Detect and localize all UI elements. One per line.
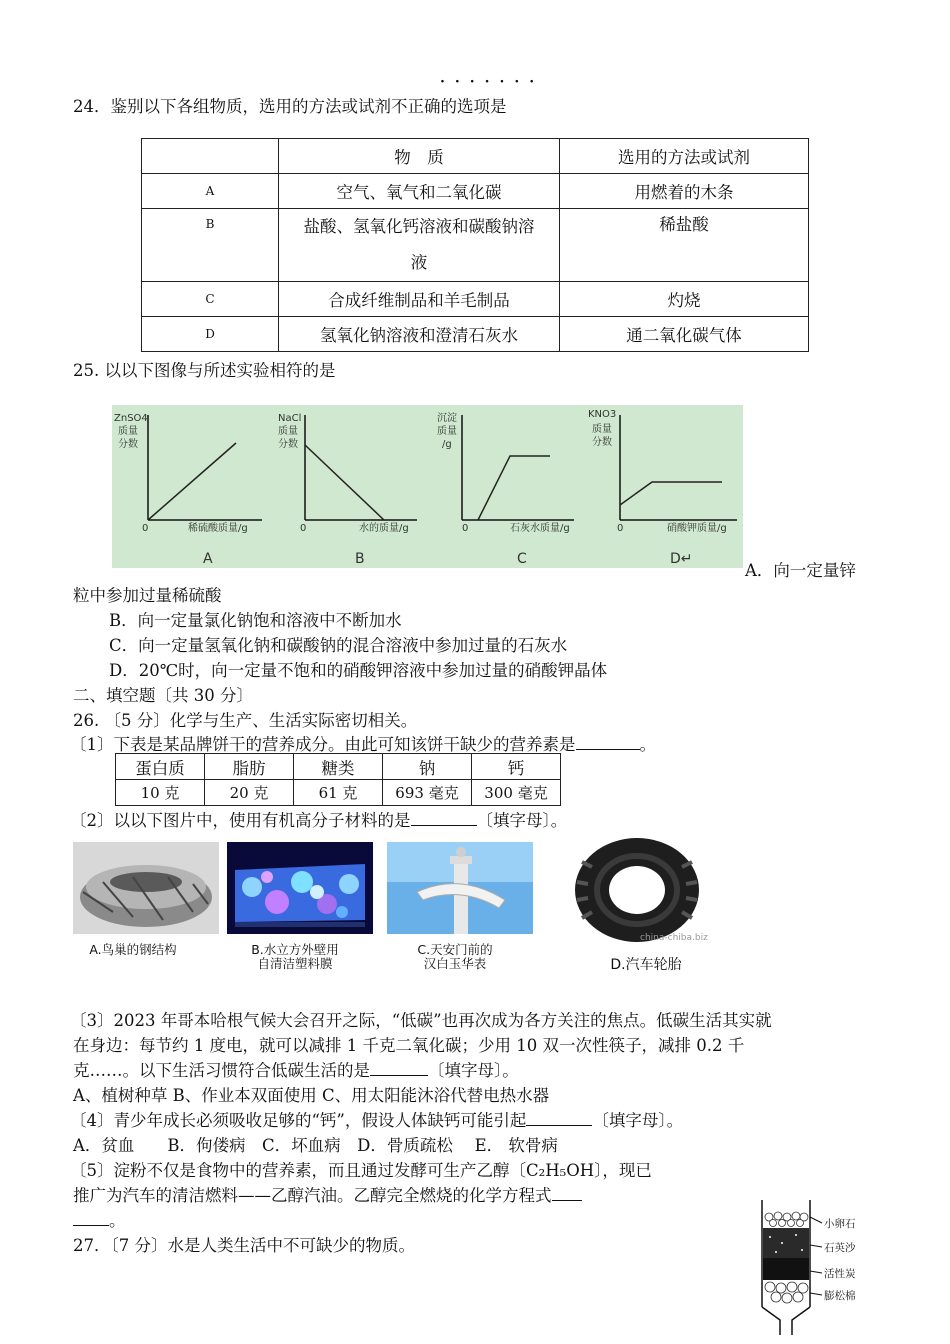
chart-b bbox=[278, 413, 417, 567]
row-material: 合成纤维制品和羊毛制品 bbox=[279, 282, 560, 317]
q25-option-a-part2: 粒中参加过量稀硫酸 bbox=[73, 586, 222, 605]
chart-a-ylabel-3: 分数 bbox=[118, 439, 138, 450]
row-key: D bbox=[142, 317, 279, 352]
q25-charts bbox=[112, 405, 743, 568]
q26-part5-line1: 〔5〕淀粉不仅是食物中的营养素，而且通过发酵可生产乙醇〔C₂H₅OH〕，现已 bbox=[70, 1161, 652, 1180]
chart-d-xlabel: 硝酸钾质量/g bbox=[667, 523, 727, 534]
nutrition-header: 钙 bbox=[472, 754, 561, 780]
chart-d-label: D↵ bbox=[670, 551, 693, 567]
water-filter-diagram bbox=[752, 1195, 872, 1340]
chart-d bbox=[588, 409, 737, 567]
chart-c-ylabel-2: 质量 bbox=[437, 426, 457, 437]
q26-title: 26. 〔5 分〕化学与生产、生活实际密切相关。 bbox=[73, 711, 418, 730]
q26-part5-text: 推广为汽车的清洁燃料——乙醇汽油。乙醇完全燃烧的化学方程式 bbox=[73, 1186, 552, 1205]
chart-c-ylabel-1: 沉淀 bbox=[437, 413, 457, 424]
photo-caption-c bbox=[400, 943, 510, 971]
chart-a-label: A bbox=[203, 551, 213, 567]
q26-part4-options: A．贫血 B．佝偻病 C．坏血病 D．骨质疏松 E． 软骨病 bbox=[73, 1136, 558, 1155]
q26-part2 bbox=[70, 807, 567, 831]
chart-a-series-line bbox=[148, 443, 236, 520]
photo-caption-a bbox=[73, 943, 193, 957]
chart-d-ylabel-1: KNO3 bbox=[588, 409, 617, 420]
q26-part1-end: 。 bbox=[639, 735, 656, 754]
q26-part4-end: 〔填字母〕。 bbox=[592, 1111, 684, 1130]
nutrition-value: 20 克 bbox=[205, 780, 294, 806]
row-method: 通二氧化碳气体 bbox=[560, 317, 809, 352]
tire-photo bbox=[562, 832, 712, 944]
chart-b-xlabel: 水的质量/g bbox=[359, 523, 409, 534]
q26-part3-options: A、植树种草 B、作业本双面使用 C、用太阳能沐浴代替电热水器 bbox=[73, 1086, 550, 1105]
q26-part1-text: 〔1〕下表是某品牌饼干的营养成分。由此可知该饼干缺少的营养素是 bbox=[70, 735, 576, 754]
q25-charts-svg bbox=[112, 405, 743, 568]
filter-label-pebble: 小卵石 bbox=[824, 1218, 856, 1230]
row-material bbox=[279, 209, 560, 282]
table-header-cell: 物 质 bbox=[279, 139, 560, 174]
photo-caption-b bbox=[240, 943, 350, 971]
q25-option-b: B．向一定量氯化钠饱和溶液中不断加水 bbox=[109, 611, 402, 630]
chart-d-origin: 0 bbox=[617, 523, 624, 534]
q25-option-c: C．向一定量氢氧化钠和碳酸钠的混合溶液中参加过量的石灰水 bbox=[109, 636, 568, 655]
chart-a-origin: 0 bbox=[142, 523, 149, 534]
chart-d-series-line bbox=[620, 482, 722, 505]
chart-c-origin: 0 bbox=[462, 523, 469, 534]
nutrition-header: 糖类 bbox=[294, 754, 383, 780]
chart-b-ylabel-1: NaCl bbox=[278, 413, 302, 424]
q26-part3-line1: 〔3〕2023 年哥本哈根气候大会召开之际，“低碳”也再次成为各方关注的焦点。低碳生活其实就 bbox=[70, 1011, 772, 1030]
bird-nest-photo bbox=[73, 842, 219, 934]
row-method: 用燃着的木条 bbox=[560, 174, 809, 209]
q25-option-a-part1: A．向一定量锌 bbox=[745, 561, 856, 580]
photo-caption-d-l1: D.汽车轮胎 bbox=[610, 957, 682, 973]
q26-part3-end: 〔填字母〕。 bbox=[428, 1061, 519, 1080]
nutrition-header: 蛋白质 bbox=[116, 754, 205, 780]
chart-c-label: C bbox=[517, 551, 527, 567]
nutrition-header: 脂肪 bbox=[205, 754, 294, 780]
q27-title: 27．〔7 分〕水是人类生活中不可缺少的物质。 bbox=[73, 1236, 415, 1255]
chart-a bbox=[114, 413, 262, 567]
q25-question: 25. 以以下图像与所述实验相符的是 bbox=[73, 361, 336, 380]
q26-part1 bbox=[70, 731, 656, 755]
q24-question: 24．鉴别以下各组物质，选用的方法或试剂不正确的选项是 bbox=[73, 97, 507, 116]
q26-part3-line3 bbox=[73, 1057, 519, 1081]
chart-b-ylabel-2: 质量 bbox=[278, 426, 298, 437]
row-method: 稀盐酸 bbox=[560, 209, 809, 282]
q26-part4 bbox=[70, 1107, 683, 1131]
answer-blank[interactable] bbox=[411, 811, 477, 826]
filter-label-quartz-sand: 石英沙 bbox=[824, 1242, 856, 1254]
huabiao-photo bbox=[387, 842, 533, 934]
nutrition-value: 693 毫克 bbox=[383, 780, 472, 806]
chart-b-origin: 0 bbox=[300, 523, 307, 534]
q25-option-d: D．20℃时，向一定量不饱和的硝酸钾溶液中参加过量的硝酸钾晶体 bbox=[109, 661, 608, 680]
photo-caption-b-l1: B.水立方外壁用 bbox=[251, 942, 339, 957]
nutrition-header: 钠 bbox=[383, 754, 472, 780]
chart-c-xlabel: 石灰水质量/g bbox=[510, 523, 570, 534]
chart-d-ylabel-2: 质量 bbox=[592, 424, 612, 435]
q26-part4-text: 〔4〕青少年成长必须吸收足够的“钙”，假设人体缺钙可能引起 bbox=[70, 1111, 527, 1130]
table-header-cell: 选用的方法或试剂 bbox=[560, 139, 809, 174]
row-material-line1: 盐酸、氢氧化钙溶液和碳酸钠溶 bbox=[303, 217, 535, 236]
answer-blank[interactable] bbox=[576, 735, 640, 750]
row-material: 氢氧化钠溶液和澄清石灰水 bbox=[279, 317, 560, 352]
nutrition-value: 10 克 bbox=[116, 780, 205, 806]
chart-a-ylabel-2: 质量 bbox=[118, 426, 138, 437]
section-title: 二、填空题〔共 30 分〕 bbox=[73, 686, 253, 705]
answer-blank[interactable] bbox=[552, 1186, 582, 1201]
q26-part3-line2: 在身边：每节约 1 度电，就可以减排 1 千克二氧化碳；少用 10 双一次性筷子，减排 0.2 千 bbox=[73, 1036, 745, 1055]
q26-part5-end: 。 bbox=[109, 1211, 126, 1230]
row-material-line2: 液 bbox=[410, 253, 428, 272]
photo-watermark: china-chiba.biz bbox=[640, 933, 708, 943]
chart-c bbox=[437, 411, 574, 567]
filter-label-activated-carbon: 活性炭 bbox=[824, 1268, 856, 1280]
photo-caption-c-l1: C.天安门前的 bbox=[417, 942, 493, 957]
row-method: 灼烧 bbox=[560, 282, 809, 317]
nutrition-table bbox=[115, 753, 561, 806]
q26-part2-text: 〔2〕以以下图片中，使用有机高分子材料的是 bbox=[70, 811, 411, 830]
nutrition-value: 61 克 bbox=[294, 780, 383, 806]
table-header-cell bbox=[142, 139, 279, 174]
filter-label-cotton: 膨松棉 bbox=[824, 1290, 856, 1302]
water-cube-photo bbox=[227, 842, 373, 934]
answer-blank[interactable] bbox=[73, 1211, 109, 1226]
row-key: B bbox=[142, 209, 279, 282]
emphasis-dots: ······· bbox=[440, 74, 545, 90]
q26-part3-text: 克……。以下生活习惯符合低碳生活的是 bbox=[73, 1061, 370, 1080]
photo-caption-c-l2: 汉白玉华表 bbox=[423, 956, 487, 971]
row-key: A bbox=[142, 174, 279, 209]
row-key: C bbox=[142, 282, 279, 317]
q26-part2-end: 〔填字母〕。 bbox=[476, 811, 568, 830]
row-material: 空气、氧气和二氧化碳 bbox=[279, 174, 560, 209]
chart-b-label: B bbox=[355, 551, 365, 567]
chart-c-ylabel-3: /g bbox=[442, 439, 452, 450]
answer-blank[interactable] bbox=[526, 1111, 592, 1126]
chart-b-ylabel-3: 分数 bbox=[278, 439, 298, 450]
q24-table bbox=[141, 138, 809, 352]
chart-c-series-line bbox=[478, 456, 550, 520]
chart-a-xlabel: 稀硫酸质量/g bbox=[188, 523, 248, 534]
photo-caption-a-l1: A.鸟巢的钢结构 bbox=[89, 942, 177, 957]
q26-part5-line2 bbox=[73, 1182, 582, 1206]
photo-caption-b-l2: 自清洁塑料膜 bbox=[257, 956, 333, 971]
answer-blank[interactable] bbox=[370, 1061, 428, 1076]
chart-b-series-line bbox=[305, 445, 384, 520]
photo-caption-d bbox=[596, 958, 696, 972]
q26-part5-line3 bbox=[73, 1207, 126, 1231]
chart-a-ylabel-1: ZnSO4 bbox=[114, 413, 148, 424]
nutrition-value: 300 毫克 bbox=[472, 780, 561, 806]
chart-d-ylabel-3: 分数 bbox=[592, 437, 612, 448]
